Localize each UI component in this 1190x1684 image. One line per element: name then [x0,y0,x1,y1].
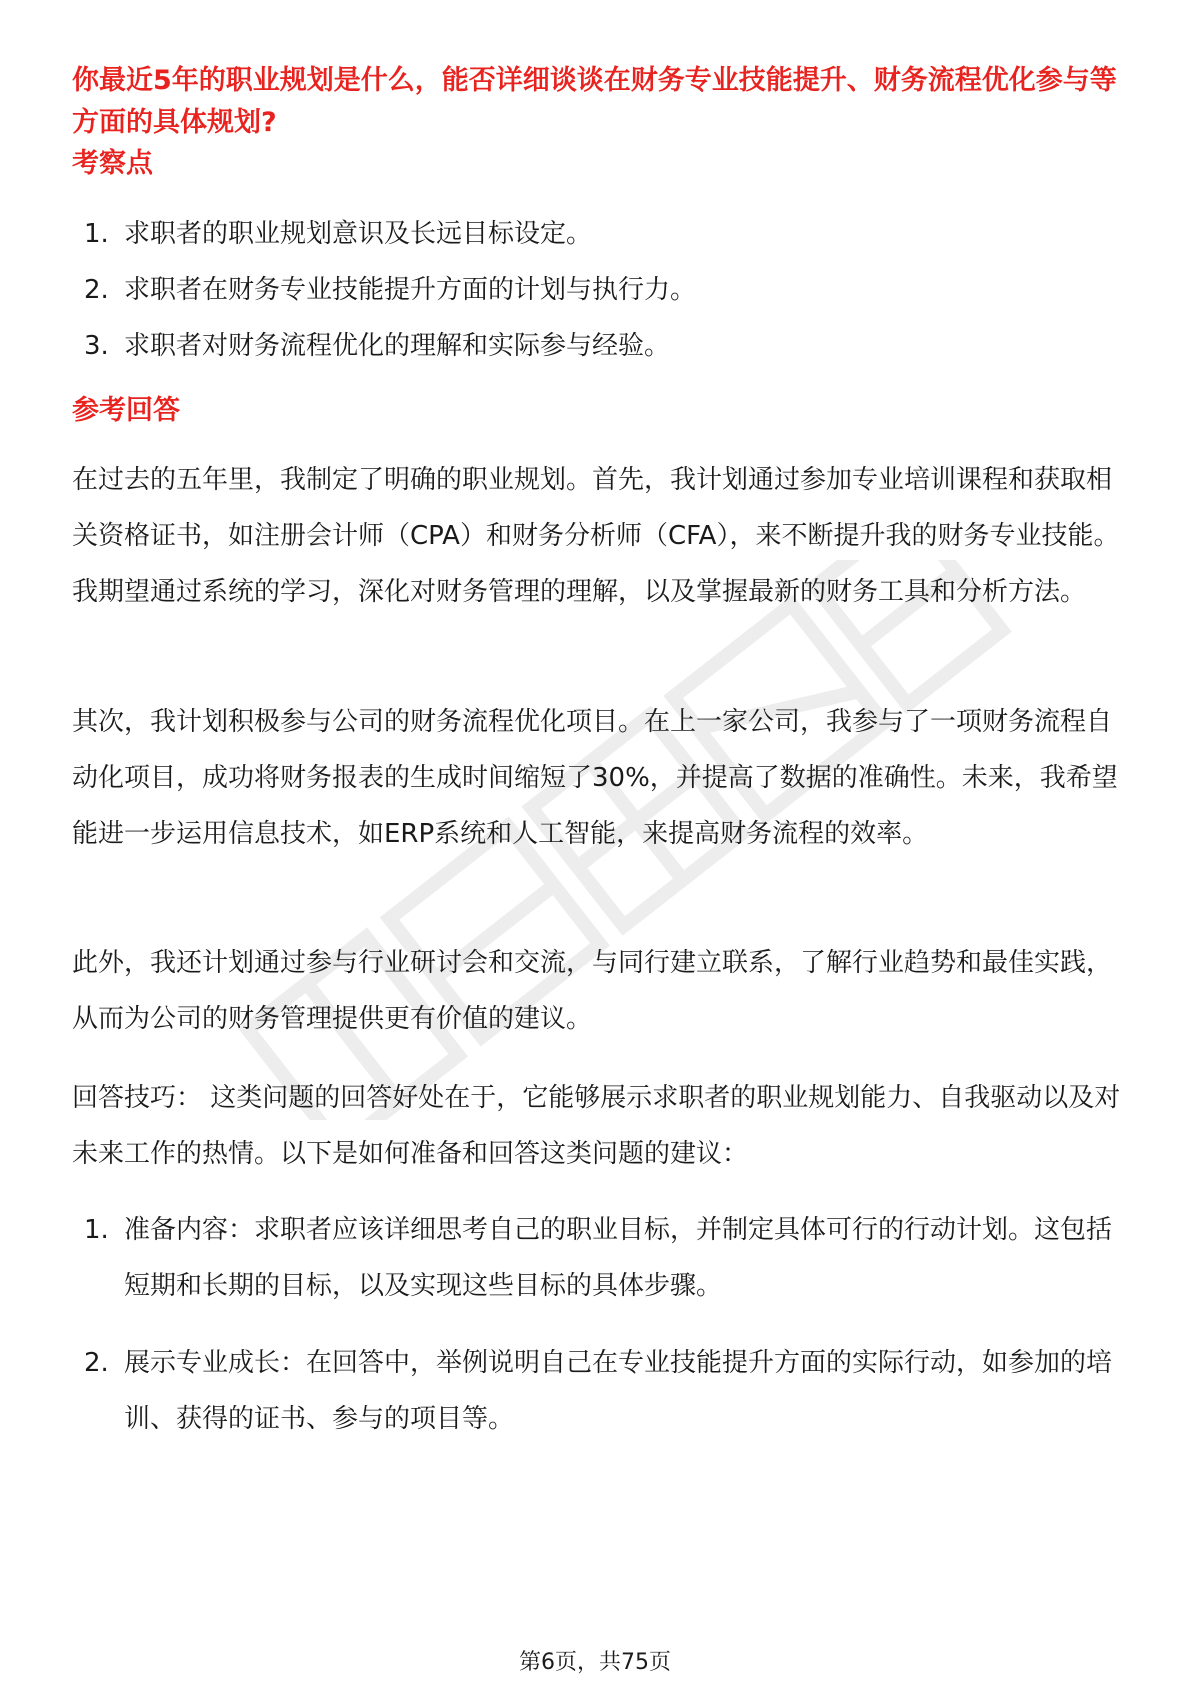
list-item-number: 3. [84,331,109,361]
answer-paragraph-1: 在过去的五年里，我制定了明确的职业规划。首先，我计划通过参加专业培训课程和获取相关资格证书，如注册会计师（CPA）和财务分析师（CFA），来不断提升我的财务专业技能。我期望通过系统的学习，深化对财务管理的理解，以及掌握最新的财务工具和分析方法。 [72,465,1120,607]
list-item-text: 展示专业成长：在回答中，举例说明自己在专业技能提升方面的实际行动，如参加的培训、获得的证书、参与的项目等。 [124,1348,1113,1434]
page-footer: 第6页，共75页 [519,1650,671,1675]
examine-section-title: 考察点 [72,148,153,179]
answer-tips-intro: 回答技巧： 这类问题的回答好处在于，它能够展示求职者的职业规划能力、自我驱动以及对未来工作的热情。以下是如何准备和回答这类问题的建议： [72,1083,1121,1169]
list-item [72,1202,1122,1314]
list-item-number: 2. [84,275,109,305]
tips-list-1 [72,1202,1122,1314]
list-item-number: 1. [84,219,109,249]
list-item-text: 求职者对财务流程优化的理解和实际参与经验。 [124,331,671,361]
question-heading: 你最近5年的职业规划是什么，能否详细谈谈在财务专业技能提升、财务流程优化参与等方面的具体规划? [72,65,1117,138]
list-item-text: 准备内容：求职者应该详细思考自己的职业目标，并制定具体可行的行动计划。这包括短期和长期的目标，以及实现这些目标的具体步骤。 [124,1215,1113,1301]
list-item [72,206,1122,262]
list-item-text: 求职者在财务专业技能提升方面的计划与执行力。 [124,275,697,305]
list-item [72,1335,1122,1447]
list-item [72,318,1122,374]
answer-paragraph-3: 此外，我还计划通过参与行业研讨会和交流，与同行建立联系，了解行业趋势和最佳实践，从而为公司的财务管理提供更有价值的建议。 [72,948,1113,1034]
tips-list-2 [72,1335,1122,1447]
list-item-text: 求职者的职业规划意识及长远目标设定。 [124,219,593,249]
list-item-number: 1. [84,1215,109,1245]
answer-section-title: 参考回答 [72,395,180,426]
examine-points-list [72,206,1122,374]
list-item-number: 2. [84,1348,109,1378]
answer-paragraph-2: 其次，我计划积极参与公司的财务流程优化项目。在上一家公司，我参与了一项财务流程自动化项目，成功将财务报表的生成时间缩短了30%，并提高了数据的准确性。未来，我希望能进一步运用信息技术，如ERP系统和人工智能，来提高财务流程的效率。 [72,707,1118,849]
list-item [72,262,1122,318]
